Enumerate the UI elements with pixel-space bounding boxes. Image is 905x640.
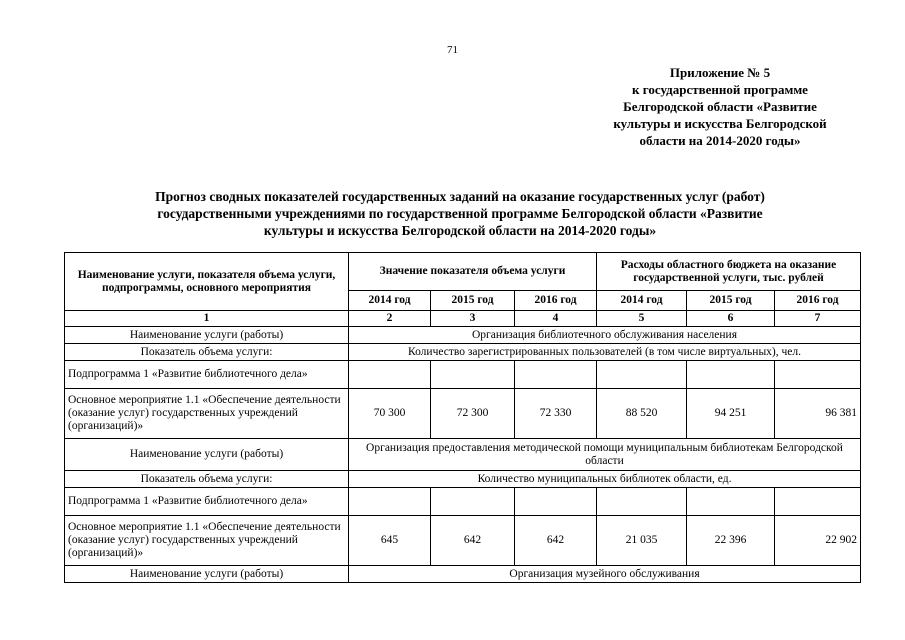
value-cell: 22 902	[775, 516, 861, 566]
appendix-line: области на 2014-2020 годы»	[639, 133, 801, 148]
measure-row	[65, 516, 861, 566]
service-label: Наименование услуги (работы)	[65, 327, 349, 344]
service-value: Организация библиотечного обслуживания населения	[349, 327, 861, 344]
value-cell: 72 300	[431, 389, 515, 439]
column-number: 7	[775, 311, 861, 327]
value-cell: 72 330	[515, 389, 597, 439]
column-number: 5	[597, 311, 687, 327]
empty-cell	[349, 488, 431, 516]
appendix-note	[580, 64, 860, 149]
service-value: Организация предоставления методической помощи муниципальным библиотекам Белгородской области	[349, 439, 861, 471]
empty-cell	[597, 361, 687, 389]
value-cell: 88 520	[597, 389, 687, 439]
indicator-value: Количество зарегистрированных пользователей (в том числе виртуальных), чел.	[349, 344, 861, 361]
column-number: 2	[349, 311, 431, 327]
header-budget-group: Расходы областного бюджета на оказание государственной услуги, тыс. рублей	[597, 253, 861, 291]
header-year: 2014 год	[597, 291, 687, 311]
value-cell: 70 300	[349, 389, 431, 439]
empty-cell	[431, 361, 515, 389]
value-cell: 642	[515, 516, 597, 566]
service-row	[65, 566, 861, 583]
indicator-label: Показатель объема услуги:	[65, 344, 349, 361]
column-numbers-row	[65, 311, 861, 327]
header-year: 2015 год	[431, 291, 515, 311]
header-name-column: Наименование услуги, показателя объема услуги, подпрограммы, основного мероприятия	[65, 253, 349, 311]
service-row	[65, 439, 861, 471]
subprogram-row	[65, 488, 861, 516]
header-year: 2016 год	[515, 291, 597, 311]
empty-cell	[687, 361, 775, 389]
value-cell: 22 396	[687, 516, 775, 566]
title-line: культуры и искусства Белгородской области на 2014-2020 годы»	[263, 223, 657, 238]
page-number: 71	[447, 44, 458, 56]
value-cell: 642	[431, 516, 515, 566]
column-number: 3	[431, 311, 515, 327]
value-cell: 96 381	[775, 389, 861, 439]
title-line: Прогноз сводных показателей государственных заданий на оказание государственных услуг (работ)	[155, 189, 765, 204]
measure-label: Основное мероприятие 1.1 «Обеспечение деятельности (оказание услуг) государственных учреждений (организаций)»	[65, 516, 349, 566]
empty-cell	[775, 488, 861, 516]
forecast-table	[64, 252, 861, 583]
appendix-line: культуры и искусства Белгородской	[613, 116, 827, 131]
subprogram-label: Подпрограмма 1 «Развитие библиотечного дела»	[65, 488, 349, 516]
title-line: государственными учреждениями по государственной программе Белгородской области «Развитие	[157, 206, 763, 221]
service-value: Организация музейного обслуживания	[349, 566, 861, 583]
indicator-row	[65, 344, 861, 361]
empty-cell	[515, 488, 597, 516]
empty-cell	[515, 361, 597, 389]
empty-cell	[431, 488, 515, 516]
empty-cell	[597, 488, 687, 516]
column-number: 4	[515, 311, 597, 327]
indicator-value: Количество муниципальных библиотек области, ед.	[349, 471, 861, 488]
service-row	[65, 327, 861, 344]
subprogram-row	[65, 361, 861, 389]
measure-row	[65, 389, 861, 439]
appendix-line: Белгородской области «Развитие	[623, 99, 817, 114]
column-number: 1	[65, 311, 349, 327]
appendix-line: Приложение № 5	[669, 65, 771, 80]
header-row	[65, 253, 861, 291]
empty-cell	[349, 361, 431, 389]
indicator-row	[65, 471, 861, 488]
indicator-label: Показатель объема услуги:	[65, 471, 349, 488]
document-title	[60, 188, 860, 239]
empty-cell	[775, 361, 861, 389]
service-label: Наименование услуги (работы)	[65, 566, 349, 583]
value-cell: 21 035	[597, 516, 687, 566]
value-cell: 645	[349, 516, 431, 566]
subprogram-label: Подпрограмма 1 «Развитие библиотечного дела»	[65, 361, 349, 389]
header-year: 2014 год	[349, 291, 431, 311]
column-number: 6	[687, 311, 775, 327]
service-label: Наименование услуги (работы)	[65, 439, 349, 471]
header-volume-group: Значение показателя объема услуги	[349, 253, 597, 291]
value-cell: 94 251	[687, 389, 775, 439]
header-year: 2016 год	[775, 291, 861, 311]
appendix-line: к государственной программе	[632, 82, 808, 97]
header-year: 2015 год	[687, 291, 775, 311]
measure-label: Основное мероприятие 1.1 «Обеспечение деятельности (оказание услуг) государственных учреждений (организаций)»	[65, 389, 349, 439]
empty-cell	[687, 488, 775, 516]
